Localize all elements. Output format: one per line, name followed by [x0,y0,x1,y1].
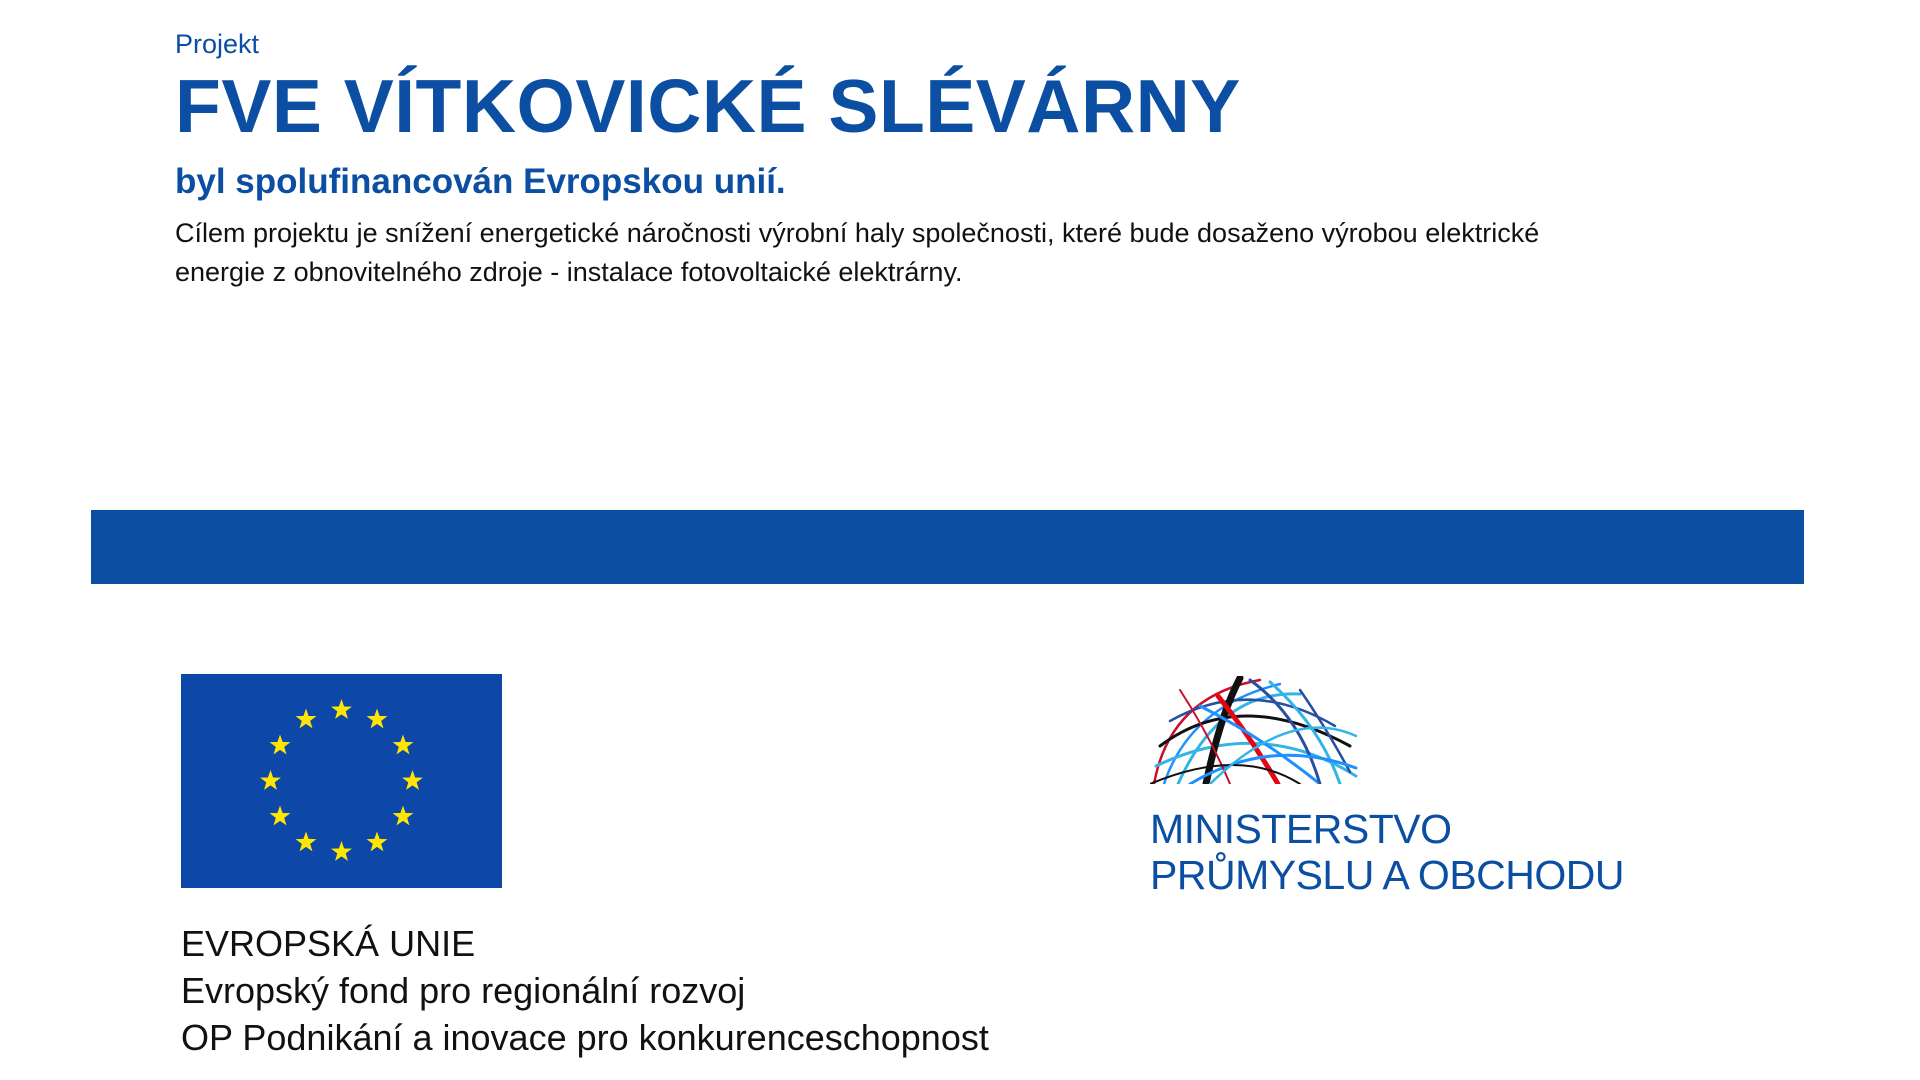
project-subtitle: byl spolufinancován Evropskou unií. [175,162,786,201]
eu-caption-line-2: Evropský fond pro regionální rozvoj [181,970,746,1011]
globe-logo-icon [1150,676,1360,784]
blue-band-divider [91,510,1804,584]
description-line-2: energie z obnovitelného zdroje - instalace fotovoltaické elektrárny. [175,257,963,287]
eu-caption-line-1: EVROPSKÁ UNIE [181,923,476,964]
description-line-1: Cílem projektu je snížení energetické náročnosti výrobní haly společnosti, které bude dosaženo výrobou elektrické [175,218,1540,248]
eu-flag-icon [181,674,502,888]
eu-caption [181,920,989,1061]
mpo-line-2: PRŮMYSLU A OBCHODU [1150,852,1624,898]
eu-caption-line-3: OP Podnikání a inovace pro konkurenceschopnost [181,1017,989,1058]
mpo-wordmark [1150,806,1624,898]
project-header [175,28,1775,292]
project-title: FVE VÍTKOVICKÉ SLÉVÁRNY [175,64,1241,148]
mpo-logo-block [1150,676,1624,898]
mpo-line-1: MINISTERSTVO [1150,806,1452,852]
project-kicker: Projekt [175,29,260,59]
eu-logo-block [181,674,989,1061]
project-description [175,214,1735,292]
